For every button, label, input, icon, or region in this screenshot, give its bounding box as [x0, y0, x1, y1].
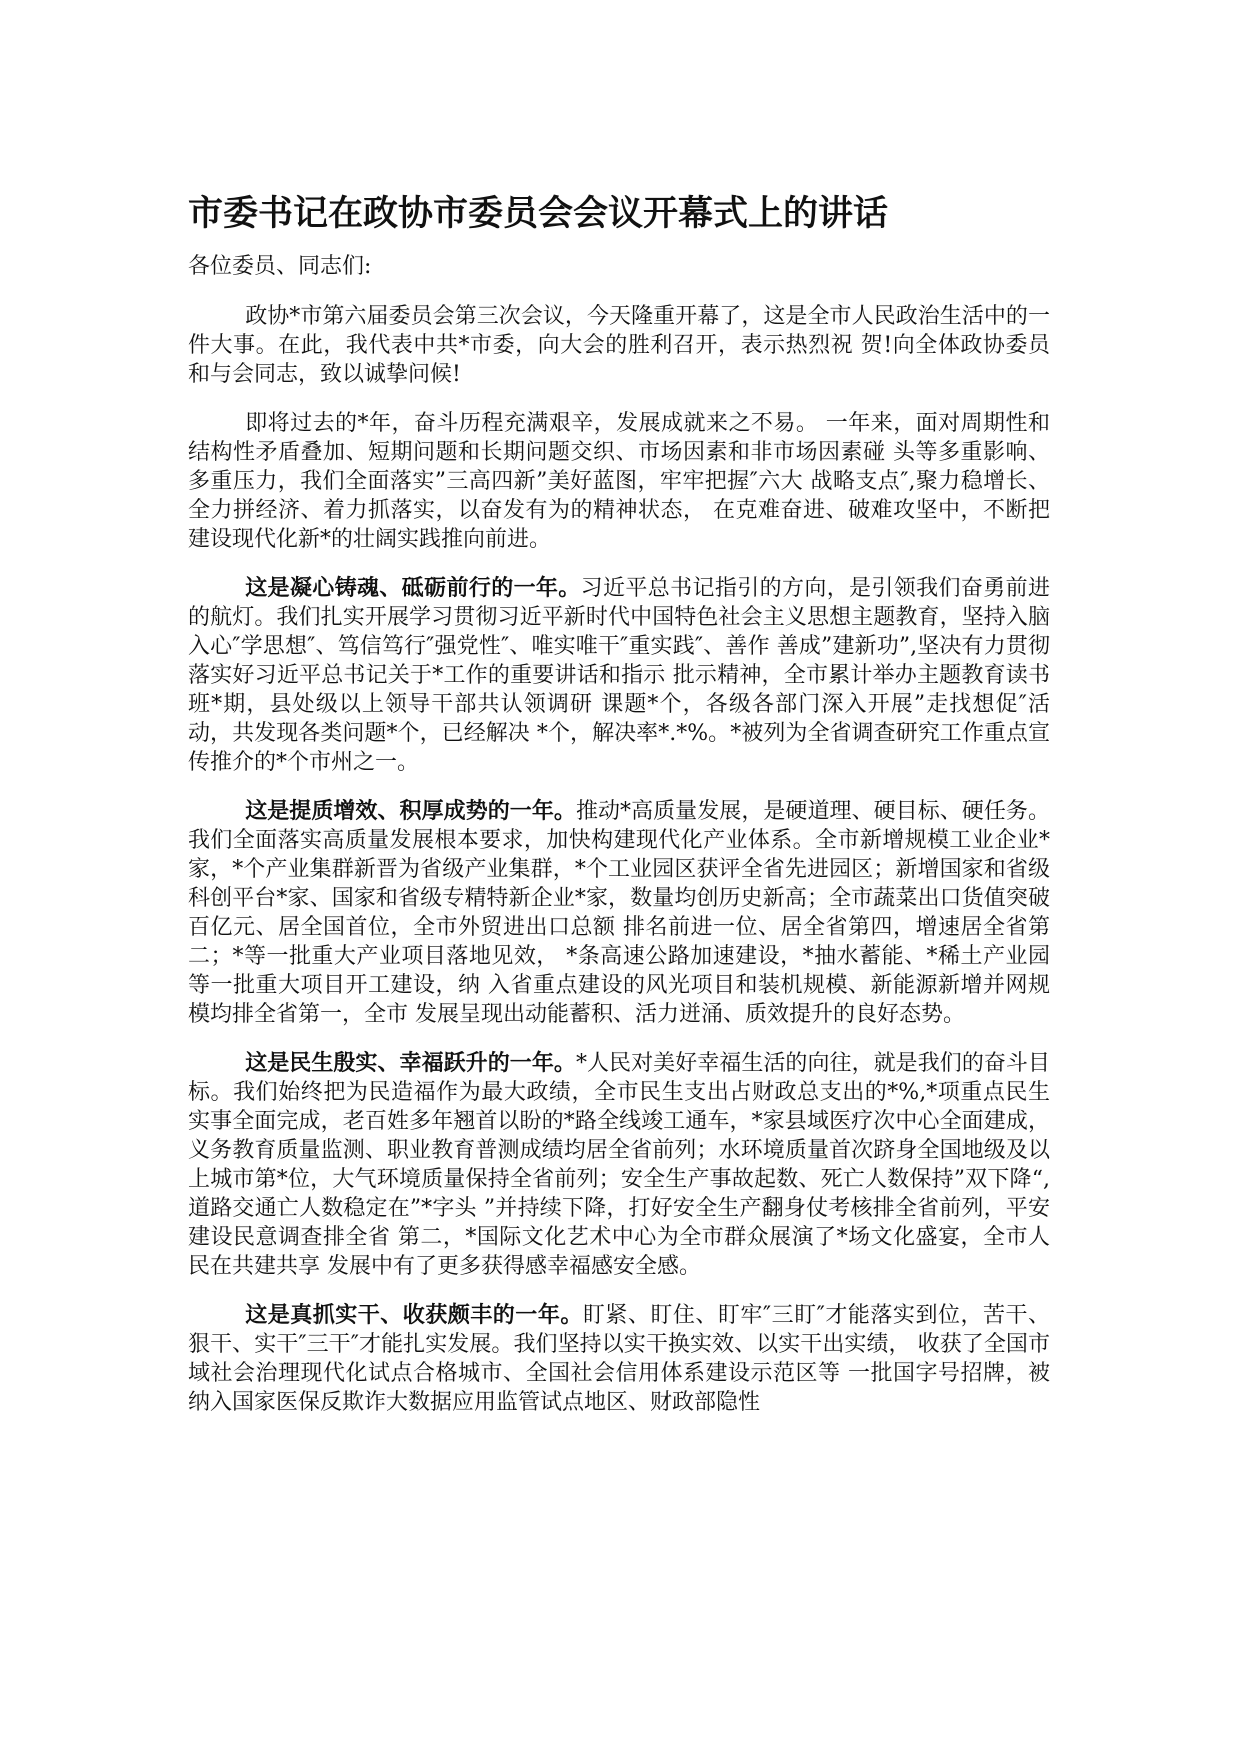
- paragraph-text: *人民对美好幸福生活的向往，就是我们的奋斗目标。我们始终把为民造福作为最大政绩，全市民生支出占财政总支出的*%,*项重点民生实事全面完成，老百姓多年翘首以盼的*路全线竣工通车，*家县域医疗次中心全面建成，义务教育质量监测、职业教育普测成绩均居全省前列；水环境质量首次跻身全国地级及以上城市第*位，大气环境质量保持全省前列；安全生产事故起数、死亡人数保持”双下降“,道路交通亡人数稳定在”*字头 ”并持续下降，打好安全生产翻身仗考核排全省前列，平安建设民意调查排全省 第二，*国际文化艺术中心为全市群众展演了*场文化盛宴，全市人民在共建共享 发展中有了更多获得感幸福感安全感。: [188, 1051, 1050, 1279]
- paragraph-review: [188, 409, 1050, 554]
- document-body: [188, 186, 1050, 1437]
- paragraph-opening: [188, 302, 1050, 389]
- greeting: 各位委员、同志们:: [188, 254, 372, 279]
- paragraph-text: 习近平总书记指引的方向，是引领我们奋勇前进的航灯。我们扎实开展学习贯彻习近平新时代中国特色社会主义思想主题教育，坚持入脑入心″学思想″、笃信笃行″强党性″、唯实唯干″重实践″、善作 善成”建新功”,坚决有力贯彻落实好习近平总书记关于*工作的重要讲话和指示 批示精神，全市累计举办主题教育读书班*期，县处级以上领导干部共认领调研 课题*个，各级各部门深入开展”走找想促″活动，共发现各类问题*个，已经解决 *个，解决率*.*%。*被列为全省调查研究工作重点宣传推介的*个市州之一。: [188, 576, 1050, 775]
- paragraph-text: 即将过去的*年，奋斗历程充满艰辛，发展成就来之不易。 一年来，面对周期性和结构性矛盾叠加、短期问题和长期问题交织、市场因素和非市场因素碰 头等多重影响、多重压力，我们全面落实”三高四新”美好蓝图，牢牢把握″六大 战略支点″,聚力稳增长、全力拼经济、着力抓落实，以奋发有为的精神状态， 在克难奋进、破难攻坚中，不断把建设现代化新*的壮阔实践推向前进。: [188, 411, 1050, 552]
- paragraph-lead: 这是凝心铸魂、砥砺前行的一年。: [245, 576, 581, 601]
- paragraph-lead: 这是民生殷实、幸福跃升的一年。: [245, 1051, 576, 1076]
- paragraph-lead: 这是提质增效、积厚成势的一年。: [245, 799, 576, 824]
- paragraph-quality: [188, 797, 1050, 1029]
- paragraph-soul: [188, 574, 1050, 777]
- paragraph-lead: 这是真抓实干、收获颇丰的一年。: [245, 1303, 583, 1328]
- paragraph-text: 盯紧、盯住、盯牢″三盯″才能落实到位，苦干、狠干、实干″三干″才能扎实发展。我们坚持以实干换实效、以实干出实绩， 收获了全国市域社会治理现代化试点合格城市、全国社会信用体系建设示范区等 一批国字号招牌，被纳入国家医保反欺诈大数据应用监管试点地区、财政部隐性: [188, 1303, 1050, 1415]
- paragraph-text: 推动*高质量发展，是硬道理、硬目标、硬任务。我们全面落实高质量发展根本要求，加快构建现代化产业体系。全市新增规模工业企业*家，*个产业集群新晋为省级产业集群，*个工业园区获评全省先进园区；新增国家和省级科创平台*家、国家和省级专精特新企业*家，数量均创历史新高；全市蔬菜出口货值突破百亿元、居全国首位，全市外贸进出口总额 排名前进一位、居全省第四，增速居全省第二；*等一批重大产业项目落地见效， *条高速公路加速建设，*抽水蓄能、*稀土产业园等一批重大项目开工建设，纳 入省重点建设的风光项目和装机规模、新能源新增并网规模均排全省第一，全市 发展呈现出动能蓄积、活力迸涌、质效提升的良好态势。: [188, 799, 1050, 1027]
- paragraph-livelihood: [188, 1049, 1050, 1281]
- document-title: 市委书记在政协市委员会会议开幕式上的讲话: [188, 194, 889, 234]
- paragraph-text: 政协*市第六届委员会第三次会议，今天隆重开幕了，这是全市人民政治生活中的一件大事。在此，我代表中共*市委，向大会的胜利召开，表示热烈祝 贺!向全体政协委员和与会同志，致以诚挚问候!: [188, 304, 1050, 387]
- paragraph-hardwork: [188, 1301, 1050, 1417]
